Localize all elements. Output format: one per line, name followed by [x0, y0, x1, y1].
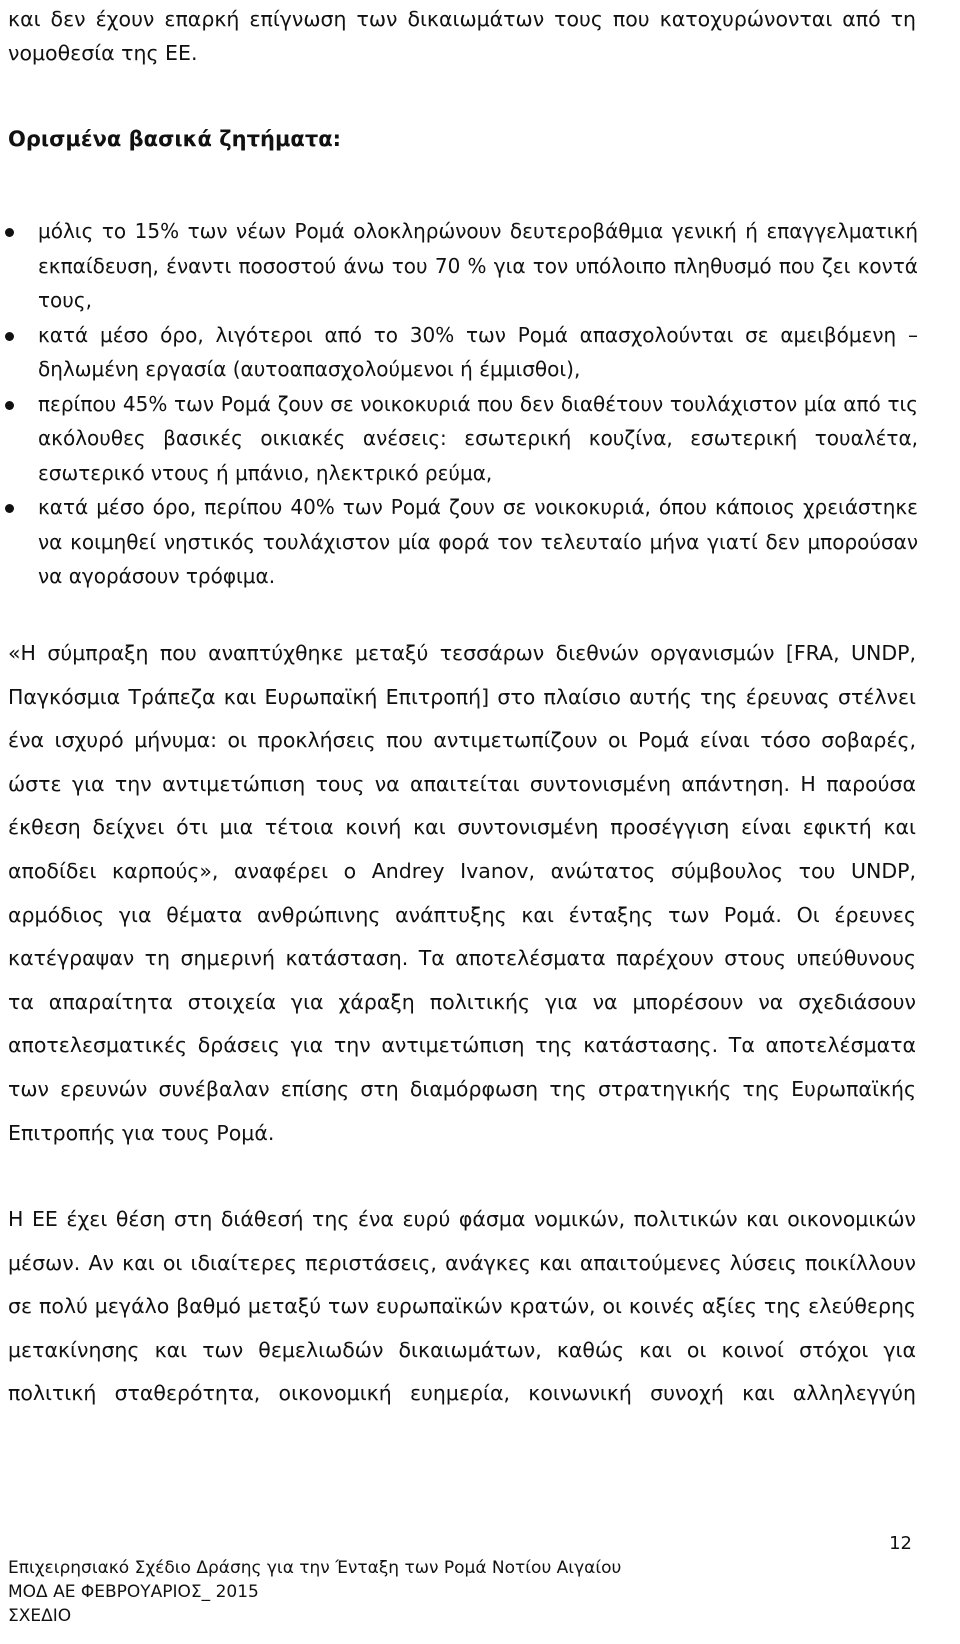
list-item-text: περίπου 45% των Ρομά ζουν σε νοικοκυριά που δεν διαθέτουν τουλάχιστον μία από τις ακόλουθες βασικές οικιακές ανέσεις: εσωτερική κουζίνα, εσωτερική τουαλέτα, εσωτερικό ντους ή μπάνιο, ηλεκτρικό ρεύμα, — [38, 391, 918, 485]
list-item — [0, 318, 918, 387]
list-item — [0, 387, 918, 491]
intro-paragraph: και δεν έχουν επαρκή επίγνωση των δικαιωμάτων τους που κατοχυρώνονται από τη νομοθεσία της ΕΕ. — [8, 7, 916, 65]
page-number: 12 — [889, 1533, 912, 1554]
bullet-icon — [5, 228, 14, 237]
quote-paragraph: «Η σύμπραξη που αναπτύχθηκε μεταξύ τεσσάρων διεθνών οργανισμών [FRA, UNDP, Παγκόσμια Τράπεζα και Ευρωπαϊκή Επιτροπή] στο πλαίσιο αυτής της έρευνας στέλνει ένα ισχυρό μήνυμα: οι προκλήσεις που αντιμετωπίζουν οι Ρομά είναι τόσο σοβαρές, ώστε για την αντιμετώπιση τους να απαιτείται συντονισμένη απάντηση. Η παρούσα έκθεση δείχνει ότι μια τέτοια κοινή και συντονισμένη προσέγγιση είναι εφικτή και αποδίδει καρπούς», αναφέρει ο Andrey Ivanov, ανώτατος σύμβουλος του UNDP, αρμόδιος για θέματα ανθρώπινης ανάπτυξης και ένταξης των Ρομά. Οι έρευνες κατέγραψαν τη σημερινή κατάσταση. Τα αποτελέσματα παρέχουν στους υπεύθυνους τα απαραίτητα στοιχεία για χάραξη πολιτικής για να μπορέσουν να σχεδιάσουν αποτελεσματικές δράσεις για την αντιμετώπιση της κατάστασης. Τα αποτελέσματα των ερευνών συνέβαλαν επίσης στη διαμόρφωση της στρατηγικής της Ευρωπαϊκής Επιτροπής για τους Ρομά. — [8, 641, 916, 1145]
footer-date: ΜΟΔ ΑΕ ΦΕΒΡΟΥΑΡΙΟΣ_ 2015 — [8, 1582, 259, 1602]
footer-draft-label: ΣΧΕΔΙΟ — [8, 1606, 72, 1626]
list-item-text: μόλις το 15% των νέων Ρομά ολοκληρώνουν δευτεροβάθμια γενική ή επαγγελματική εκπαίδευση, έναντι ποσοστού άνω του 70 % για τον υπόλοιπο πληθυσμό που ζει κοντά τους, — [38, 219, 918, 312]
list-item — [0, 490, 918, 594]
list-item-text: κατά μέσο όρο, λιγότεροι από το 30% των Ρομά απασχολούνται σε αμειβόμενη – δηλωμένη εργασία (αυτοαπασχολούμενοι ή έμμισθοι), — [38, 322, 918, 381]
page-footer — [8, 1556, 621, 1628]
bullet-icon — [5, 401, 14, 410]
eu-instruments-paragraph: Η ΕΕ έχει θέση στη διάθεσή της ένα ευρύ φάσμα νομικών, πολιτικών και οικονομικών μέσων. Αν και οι ιδιαίτερες περιστάσεις, ανάγκες και απαιτούμενες λύσεις ποικίλλουν σε πολύ μεγάλο βαθμό μεταξύ των ευρωπαϊκών κρατών, οι κοινές αξίες της ελεύθερης μετακίνησης και των θεμελιωδών δικαιωμάτων, καθώς και οι κοινοί στόχοι για πολιτική σταθερότητα, οικονομική ευημερία, κοινωνική συνοχή και αλληλεγγύη — [8, 1207, 916, 1406]
bullet-icon — [5, 332, 14, 341]
list-item-text: κατά μέσο όρο, περίπου 40% των Ρομά ζουν σε νοικοκυριά, όπου κάποιος χρειάστηκε να κοιμηθεί νηστικός τουλάχιστον μία φορά τον τελευταίο μήνα γιατί δεν μπορούσαν να αγοράσουν τρόφιμα. — [38, 495, 918, 588]
key-issues-list — [0, 214, 918, 594]
list-item — [0, 214, 918, 318]
bullet-icon — [5, 504, 14, 513]
section-heading: Ορισμένα βασικά ζητήματα: — [8, 127, 342, 151]
footer-title: Επιχειρησιακό Σχέδιο Δράσης για την Ένταξη των Ρομά Νοτίου Αιγαίου — [8, 1558, 622, 1578]
